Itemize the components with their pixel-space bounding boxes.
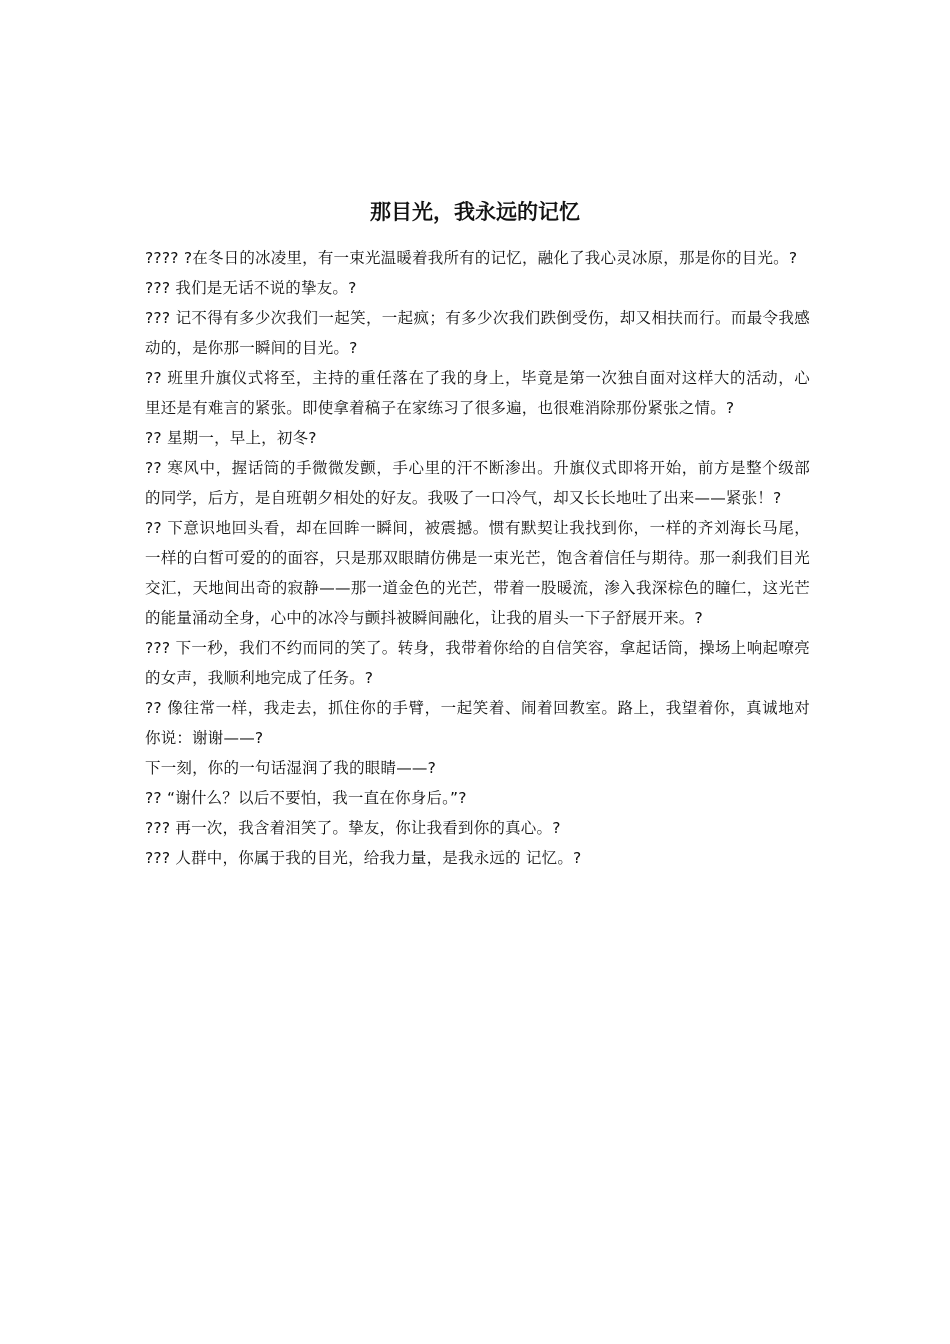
paragraph: ?? “谢什么？以后不要怕，我一直在你身后。”? bbox=[145, 789, 467, 807]
paragraph: ?? 下意识地回头看，却在回眸一瞬间，被震撼。惯有默契让我找到你，一样的齐刘海长马尾，一样的白皙可爱的的面容，只是那双眼睛仿佛是一束光芒，饱含着信任与期待。那一刹我们目光交汇，天地间出奇的寂静——那一道金色的光芒，带着一股暖流，渗入我深棕色的瞳仁，这光芒的能量涌动全身，心中的冰冷与颤抖被瞬间融化，让我的眉头一下子舒展开来。? bbox=[145, 519, 810, 627]
paragraph: ?? 星期一，早上，初冬? bbox=[145, 429, 317, 447]
document-title: 那目光，我永远的记忆 bbox=[370, 200, 580, 224]
paragraph: ??? 我们是无话不说的挚友。? bbox=[145, 279, 357, 297]
paragraph: ??? 再一次，我含着泪笑了。挚友，你让我看到你的真心。? bbox=[145, 819, 561, 837]
paragraph: ??? 人群中，你属于我的目光，给我力量，是我永远的 记忆。? bbox=[145, 849, 582, 867]
paragraph: 下一刻，你的一句话湿润了我的眼睛——? bbox=[145, 759, 437, 777]
document-body bbox=[145, 243, 810, 873]
paragraph: ?? 班里升旗仪式将至，主持的重任落在了我的身上，毕竟是第一次独自面对这样大的活动，心里还是有难言的紧张。即使拿着稿子在家练习了很多遍，也很难消除那份紧张之情。? bbox=[145, 369, 810, 417]
paragraph: ??? 下一秒，我们不约而同的笑了。转身，我带着你给的自信笑容，拿起话筒，操场上响起嘹亮的女声，我顺利地完成了任务。? bbox=[145, 639, 810, 687]
paragraph: ?? 寒风中，握话筒的手微微发颤，手心里的汗不断渗出。升旗仪式即将开始，前方是整个级部的同学，后方，是自班朝夕相处的好友。我吸了一口冷气，却又长长地吐了出来——紧张！? bbox=[145, 459, 810, 507]
paragraph: ???? ?在冬日的冰凌里，有一束光温暖着我所有的记忆，融化了我心灵冰原，那是你的目光。? bbox=[145, 249, 798, 267]
paragraph: ?? 像往常一样，我走去，抓住你的手臂，一起笑着、闹着回教室。路上，我望着你，真诚地对你说：谢谢——? bbox=[145, 699, 810, 747]
paragraph: ??? 记不得有多少次我们一起笑，一起疯；有多少次我们跌倒受伤，却又相扶而行。而最令我感动的，是你那一瞬间的目光。? bbox=[145, 309, 810, 357]
